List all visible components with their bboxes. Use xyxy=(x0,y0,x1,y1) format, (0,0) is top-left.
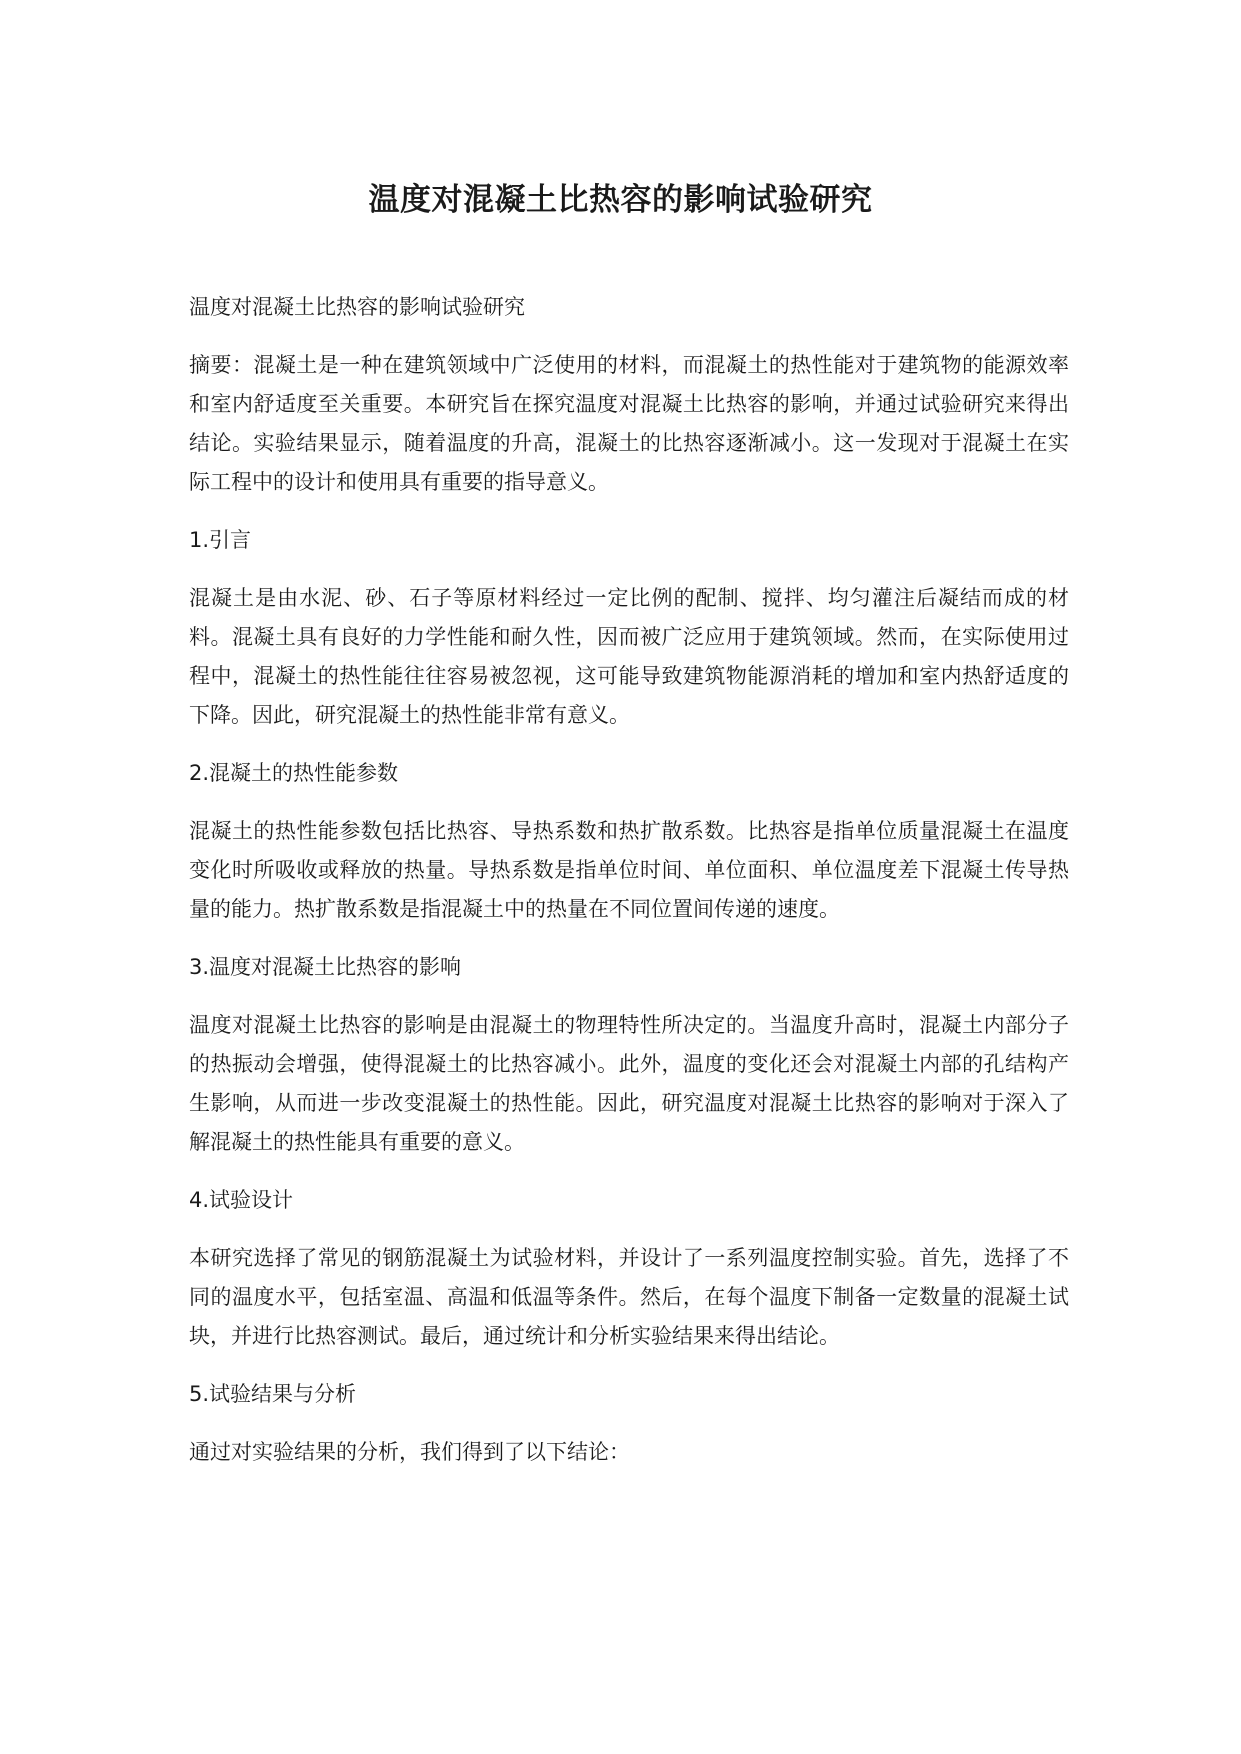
thermal-parameters-paragraph: 混凝土的热性能参数包括比热容、导热系数和热扩散系数。比热容是指单位质量混凝土在温度变化时所吸收或释放的热量。导热系数是指单位时间、单位面积、单位温度差下混凝土传导热量的能力。热扩散系数是指混凝土中的热量在不同位置间传递的速度。 xyxy=(189,819,1069,921)
experiment-design-paragraph: 本研究选择了常见的钢筋混凝土为试验材料，并设计了一系列温度控制实验。首先，选择了不同的温度水平，包括室温、高温和低温等条件。然后，在每个温度下制备一定数量的混凝土试块，并进行比热容测试。最后，通过统计和分析实验结果来得出结论。 xyxy=(189,1246,1069,1348)
section-heading-thermal-parameters: 2.混凝土的热性能参数 xyxy=(189,761,399,785)
section-heading-temperature-effect: 3.温度对混凝土比热容的影响 xyxy=(189,955,462,979)
section-heading-experiment-design: 4.试验设计 xyxy=(189,1188,294,1212)
temperature-effect-paragraph: 温度对混凝土比热容的影响是由混凝土的物理特性所决定的。当温度升高时，混凝土内部分子的热振动会增强，使得混凝土的比热容减小。此外，温度的变化还会对混凝土内部的孔结构产生影响，从而进一步改变混凝土的热性能。因此，研究温度对混凝土比热容的影响对于深入了解混凝土的热性能具有重要的意义。 xyxy=(189,1013,1069,1154)
document-title: 温度对混凝土比热容的影响试验研究 xyxy=(368,182,873,218)
introduction-paragraph: 混凝土是由水泥、砂、石子等原材料经过一定比例的配制、搅拌、均匀灌注后凝结而成的材料。混凝土具有良好的力学性能和耐久性，因而被广泛应用于建筑领域。然而，在实际使用过程中，混凝土的热性能往往容易被忽视，这可能导致建筑物能源消耗的增加和室内热舒适度的下降。因此，研究混凝土的热性能非常有意义。 xyxy=(189,586,1069,727)
subtitle-paragraph: 温度对混凝土比热容的影响试验研究 xyxy=(189,295,525,319)
document-body xyxy=(189,288,1069,1491)
section-heading-results: 5.试验结果与分析 xyxy=(189,1382,357,1406)
abstract-paragraph: 摘要：混凝土是一种在建筑领域中广泛使用的材料，而混凝土的热性能对于建筑物的能源效率和室内舒适度至关重要。本研究旨在探究温度对混凝土比热容的影响，并通过试验研究来得出结论。实验结果显示，随着温度的升高，混凝土的比热容逐渐减小。这一发现对于混凝土在实际工程中的设计和使用具有重要的指导意义。 xyxy=(189,353,1069,494)
results-paragraph: 通过对实验结果的分析，我们得到了以下结论： xyxy=(189,1440,630,1464)
section-heading-introduction: 1.引言 xyxy=(189,528,252,552)
